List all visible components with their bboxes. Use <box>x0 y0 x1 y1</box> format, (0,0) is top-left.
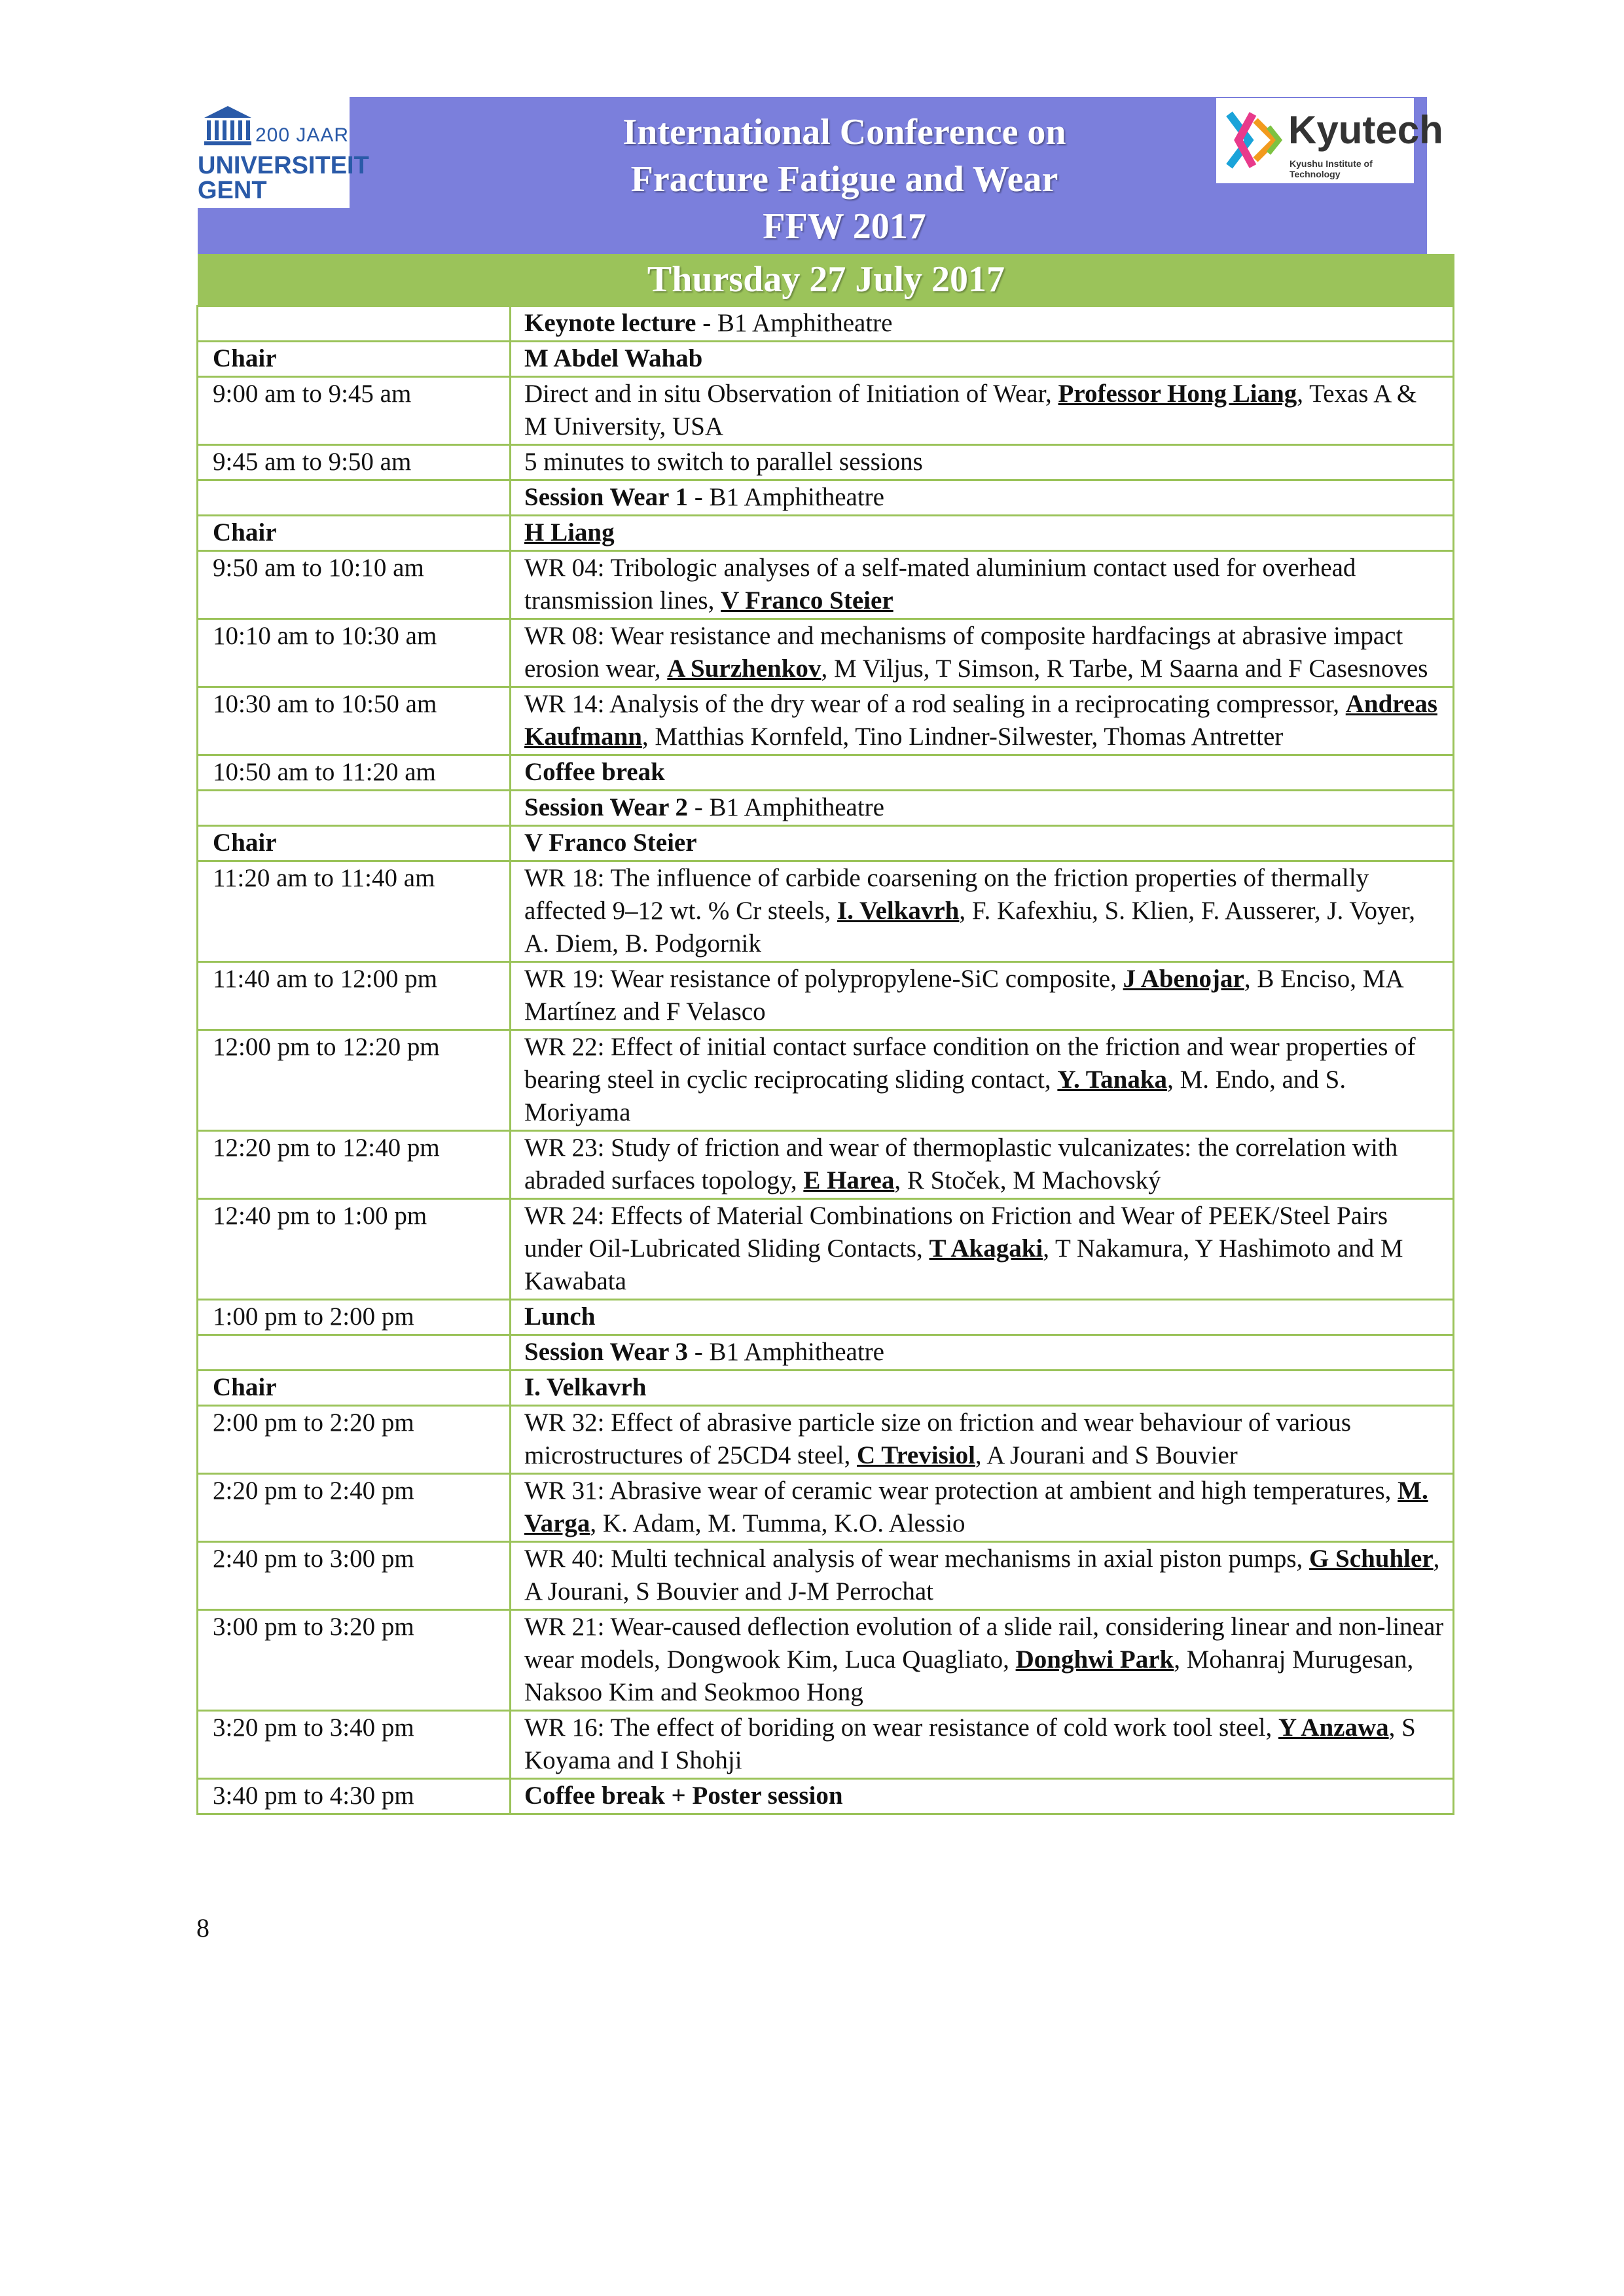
schedule-description <box>511 1335 1454 1371</box>
description-text: - B1 Amphitheatre <box>696 309 893 337</box>
emphasis-text: I. Velkavrh <box>524 1373 647 1401</box>
schedule-time: 10:50 am to 11:20 am <box>198 755 511 791</box>
schedule-row <box>198 516 1454 551</box>
schedule-time <box>198 791 511 826</box>
schedule-description <box>511 861 1454 962</box>
presenter-name: Andreas Kaufmann <box>524 690 1437 751</box>
schedule-description <box>511 791 1454 826</box>
emphasis-text: Session Wear 3 <box>524 1338 688 1366</box>
description-text: - B1 Amphitheatre <box>687 483 884 511</box>
schedule-row <box>198 1542 1454 1610</box>
schedule-time: 10:10 am to 10:30 am <box>198 619 511 687</box>
schedule-row <box>198 1779 1454 1814</box>
schedule-row <box>198 1406 1454 1474</box>
ugent-logo <box>198 97 369 208</box>
schedule-row <box>198 1199 1454 1300</box>
description-text: , S Koyama and I Shohji <box>524 1713 1416 1774</box>
presenter-name: V Franco Steier <box>721 586 893 615</box>
conference-title-line: FFW 2017 <box>763 206 926 247</box>
ugent-logo-anniversary: 200 JAAR <box>255 124 350 146</box>
schedule-row <box>198 1335 1454 1371</box>
schedule-description <box>511 1371 1454 1406</box>
description-text: , Mohanraj Murugesan, Naksoo Kim and Seokmoo Hong <box>524 1645 1414 1706</box>
schedule-row <box>198 306 1454 342</box>
schedule-time <box>198 306 511 342</box>
description-text: WR 22: Effect of initial contact surface condition on the friction and wear properties of bearing steel in cyclic reciprocating sliding contact, <box>524 1033 1416 1094</box>
schedule-time <box>198 1335 511 1371</box>
schedule-time: 2:40 pm to 3:00 pm <box>198 1542 511 1610</box>
emphasis-text: Lunch <box>524 1302 596 1331</box>
schedule-time: 12:00 pm to 12:20 pm <box>198 1030 511 1131</box>
schedule-time: 10:30 am to 10:50 am <box>198 687 511 755</box>
schedule-row <box>198 1610 1454 1711</box>
schedule-description <box>511 1542 1454 1610</box>
schedule-time: 3:00 pm to 3:20 pm <box>198 1610 511 1711</box>
schedule-row <box>198 826 1454 861</box>
schedule-row <box>198 480 1454 516</box>
schedule-description <box>511 1131 1454 1199</box>
description-text: , F. Kafexhiu, S. Klien, F. Ausserer, J. Voyer, A. Diem, B. Podgornik <box>524 897 1415 958</box>
description-text: - B1 Amphitheatre <box>687 793 884 821</box>
schedule-description <box>511 377 1454 445</box>
description-text: , A Jourani, S Bouvier and J-M Perrochat <box>524 1545 1440 1605</box>
description-text: WR 08: Wear resistance and mechanisms of composite hardfacings at abrasive impact erosion wear, <box>524 622 1403 683</box>
description-text: - B1 Amphitheatre <box>687 1338 884 1366</box>
emphasis-text: Session Wear 2 <box>524 793 688 821</box>
schedule-time: 3:20 pm to 3:40 pm <box>198 1711 511 1779</box>
schedule-row <box>198 791 1454 826</box>
presenter-name: E Harea <box>803 1166 895 1194</box>
emphasis-text: Keynote lecture <box>524 309 696 337</box>
schedule-description <box>511 619 1454 687</box>
schedule-time: 9:50 am to 10:10 am <box>198 551 511 619</box>
description-text: , T Nakamura, Y Hashimoto and M Kawabata <box>524 1234 1403 1295</box>
description-text: WR 04: Tribologic analyses of a self-mated aluminium contact used for overhead transmission lines, <box>524 554 1356 615</box>
presenter-name: A Surzhenkov <box>667 655 821 683</box>
description-text: , M Viljus, T Simson, R Tarbe, M Saarna and F Casesnoves <box>821 655 1428 683</box>
emphasis-text: Session Wear 1 <box>524 483 688 511</box>
description-text: , A Jourani and S Bouvier <box>975 1441 1238 1469</box>
schedule-row <box>198 445 1454 480</box>
schedule-row <box>198 861 1454 962</box>
ugent-logo-text: UNIVERSITEIT GENT <box>198 152 369 204</box>
presenter-name: Y. Tanaka <box>1057 1066 1168 1094</box>
description-text: WR 23: Study of friction and wear of thermoplastic vulcanizates: the correlation with abraded surfaces topology, <box>524 1134 1398 1194</box>
schedule-row <box>198 1711 1454 1779</box>
schedule-time: 11:40 am to 12:00 pm <box>198 962 511 1030</box>
description-text: WR 32: Effect of abrasive particle size on friction and wear behaviour of various microstructures of 25CD4 steel, <box>524 1408 1352 1469</box>
schedule-time: Chair <box>198 516 511 551</box>
description-text: WR 31: Abrasive wear of ceramic wear protection at ambient and high temperatures, <box>524 1477 1398 1505</box>
schedule-description <box>511 826 1454 861</box>
description-text: WR 16: The effect of boriding on wear resistance of cold work tool steel, <box>524 1713 1278 1742</box>
description-text: Direct and in situ Observation of Initiation of Wear, <box>524 380 1058 408</box>
schedule-row <box>198 1030 1454 1131</box>
page-number: 8 <box>196 1913 209 1943</box>
schedule-row <box>198 1371 1454 1406</box>
schedule-description <box>511 445 1454 480</box>
schedule-description <box>511 1779 1454 1814</box>
presenter-name: Donghwi Park <box>1015 1645 1174 1674</box>
presenter-name: H Liang <box>524 518 615 547</box>
description-text: , K. Adam, M. Tumma, K.O. Alessio <box>590 1509 965 1537</box>
conference-title-line: International Conference on <box>623 112 1066 152</box>
description-text: WR 18: The influence of carbide coarsening on the friction properties of thermally affected 9–12 wt. % Cr steels, <box>524 864 1369 925</box>
schedule-time: 2:00 pm to 2:20 pm <box>198 1406 511 1474</box>
emphasis-text: V Franco Steier <box>524 829 697 857</box>
schedule-time: 3:40 pm to 4:30 pm <box>198 1779 511 1814</box>
description-text: , B Enciso, MA Martínez and F Velasco <box>524 965 1403 1026</box>
presenter-name: Y Anzawa <box>1278 1713 1389 1742</box>
schedule-description <box>511 306 1454 342</box>
schedule-time: Chair <box>198 342 511 377</box>
schedule-time <box>198 480 511 516</box>
description-text: WR 40: Multi technical analysis of wear mechanisms in axial piston pumps, <box>524 1545 1310 1573</box>
schedule-time: Chair <box>198 826 511 861</box>
schedule-row <box>198 755 1454 791</box>
schedule-row <box>198 687 1454 755</box>
schedule-description <box>511 1199 1454 1300</box>
schedule-description <box>511 342 1454 377</box>
kyutech-mark-icon <box>1223 107 1283 173</box>
schedule-row <box>198 619 1454 687</box>
description-text: WR 24: Effects of Material Combinations on Friction and Wear of PEEK/Steel Pairs under Oil-Lubricated Sliding Contacts, <box>524 1202 1388 1263</box>
presenter-name: M. Varga <box>524 1477 1428 1537</box>
conference-title-line: Fracture Fatigue and Wear <box>630 159 1058 200</box>
schedule-body <box>198 306 1454 1814</box>
description-text: WR 14: Analysis of the dry wear of a rod sealing in a reciprocating compressor, <box>524 690 1346 718</box>
schedule-description <box>511 755 1454 791</box>
presenter-name: T Akagaki <box>929 1234 1043 1263</box>
schedule-row <box>198 1474 1454 1542</box>
schedule-description <box>511 962 1454 1030</box>
schedule-row <box>198 962 1454 1030</box>
schedule-description <box>511 1711 1454 1779</box>
description-text: WR 19: Wear resistance of polypropylene-SiC composite, <box>524 965 1123 993</box>
schedule-table <box>196 305 1454 1815</box>
schedule-description <box>511 1474 1454 1542</box>
description-text: , M. Endo, and S. Moriyama <box>524 1066 1346 1126</box>
description-text: , Texas A & M University, USA <box>524 380 1417 440</box>
schedule-row <box>198 1300 1454 1335</box>
schedule-time: 12:20 pm to 12:40 pm <box>198 1131 511 1199</box>
schedule-time: 9:00 am to 9:45 am <box>198 377 511 445</box>
schedule-row <box>198 1131 1454 1199</box>
description-text: 5 minutes to switch to parallel sessions <box>524 448 923 476</box>
schedule-description <box>511 551 1454 619</box>
presenter-name: I. Velkavrh <box>837 897 960 925</box>
description-text: , R Stoček, M Machovský <box>894 1166 1161 1194</box>
presenter-name: C Trevisiol <box>856 1441 975 1469</box>
schedule-time: 11:20 am to 11:40 am <box>198 861 511 962</box>
schedule-time: Chair <box>198 1371 511 1406</box>
schedule-time: 9:45 am to 9:50 am <box>198 445 511 480</box>
schedule-description <box>511 1300 1454 1335</box>
schedule-row <box>198 551 1454 619</box>
emphasis-text: Coffee break + Poster session <box>524 1782 843 1810</box>
schedule-time: 2:20 pm to 2:40 pm <box>198 1474 511 1542</box>
presenter-name: G Schuhler <box>1309 1545 1434 1573</box>
presenter-name: Professor Hong Liang <box>1058 380 1297 408</box>
emphasis-text: M Abdel Wahab <box>524 344 703 372</box>
schedule-description <box>511 1030 1454 1131</box>
kyutech-logo <box>1216 98 1443 183</box>
schedule-description <box>511 1406 1454 1474</box>
description-text: , Matthias Kornfeld, Tino Lindner-Silwester, Thomas Antretter <box>641 723 1284 751</box>
schedule-description <box>511 480 1454 516</box>
schedule-time: 1:00 pm to 2:00 pm <box>198 1300 511 1335</box>
university-building-icon <box>202 103 254 149</box>
kyutech-logo-name: Kyutech <box>1288 108 1443 152</box>
day-title: Thursday 27 July 2017 <box>198 254 1454 305</box>
schedule-row <box>198 377 1454 445</box>
kyutech-logo-subtitle: Kyushu Institute of Technology <box>1290 158 1373 179</box>
schedule-row <box>198 342 1454 377</box>
conference-title <box>458 109 1231 250</box>
schedule-description <box>511 687 1454 755</box>
schedule-time: 12:40 pm to 1:00 pm <box>198 1199 511 1300</box>
schedule-description <box>511 516 1454 551</box>
emphasis-text: Coffee break <box>524 758 665 786</box>
schedule-description <box>511 1610 1454 1711</box>
description-text: WR 21: Wear-caused deflection evolution of a slide rail, considering linear and non-linear wear models, Dongwook Kim, Luca Quagliato, <box>524 1613 1444 1674</box>
presenter-name: J Abenojar <box>1123 965 1244 993</box>
